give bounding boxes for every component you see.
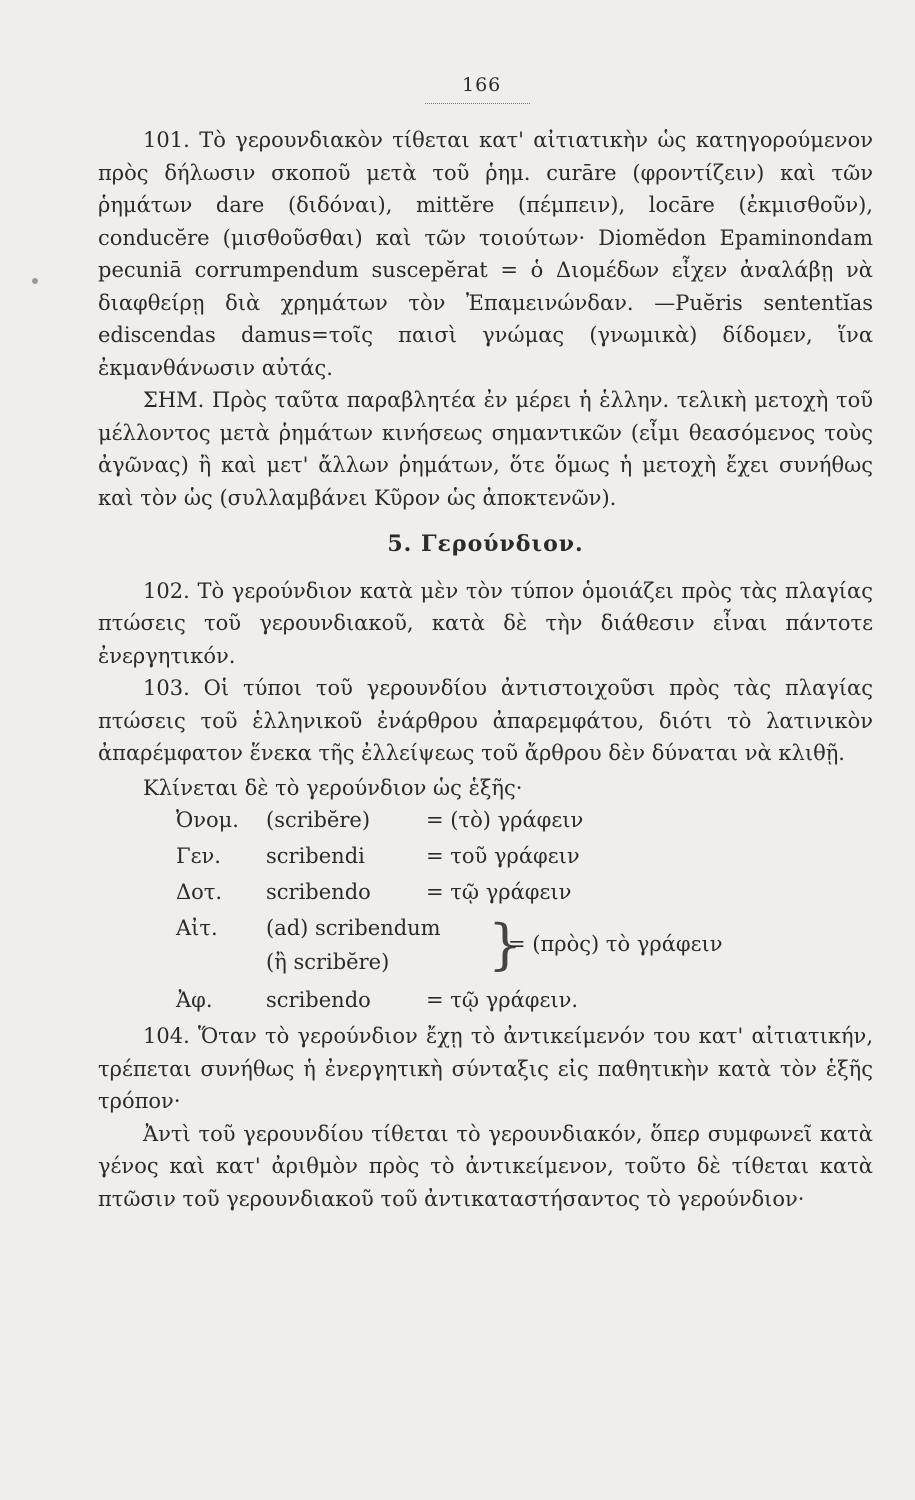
greek-form: = (πρὸς) τὸ γράφειν bbox=[508, 932, 723, 956]
latin-form: scribendi bbox=[266, 844, 365, 868]
curly-brace-icon: } bbox=[488, 913, 523, 976]
latin-form: (ad) scribendum bbox=[266, 916, 441, 940]
case-label: Ἀφ. bbox=[176, 988, 213, 1012]
greek-form: = τῷ γράφειν. bbox=[426, 988, 579, 1012]
conjugation-row-accusative bbox=[98, 912, 873, 984]
greek-form: = τῷ γράφειν bbox=[426, 880, 572, 904]
greek-form: = τοῦ γράφειν bbox=[426, 844, 580, 868]
page-number: 166 bbox=[462, 74, 502, 96]
greek-form: = (τὸ) γράφειν bbox=[426, 808, 584, 832]
conjugation-row bbox=[98, 876, 873, 912]
ink-spot bbox=[32, 278, 38, 284]
latin-form: scribendo bbox=[266, 988, 371, 1012]
page-body bbox=[98, 124, 873, 1215]
paragraph-102: 102. Τὸ γερούνδιον κατὰ μὲν τὸν τύπον ὁμοιάζει πρὸς τὰς πλαγίας πτώσεις τοῦ γερουνδιακοῦ, κατὰ δὲ τὴν διάθεσιν εἶναι πάντοτε ἐνεργητικόν. bbox=[98, 578, 873, 668]
conjugation-row bbox=[98, 840, 873, 876]
case-label: Αἰτ. bbox=[176, 916, 218, 940]
latin-form-alt: (ἢ scribĕre) bbox=[266, 950, 390, 974]
paragraph-104: 104. Ὅταν τὸ γερούνδιον ἔχῃ τὸ ἀντικείμενόν του κατ' αἰτιατικήν, τρέπεται συνήθως ἡ ἐνεργητικὴ σύνταξις εἰς παθητικὴν κατὰ τὸν ἑξῆς τρόπον· bbox=[98, 1024, 873, 1113]
paragraph-101: 101. Τὸ γερουνδιακὸν τίθεται κατ' αἰτιατικὴν ὡς κατηγορούμενον πρὸς δήλωσιν σκοποῦ μετὰ τοῦ ῥημ. curāre (φροντίζειν) καὶ τῶν ῥημάτων dare (διδόναι), mittĕre (πέμπειν), locāre (ἐκμισθοῦν), conducĕre (μισθοῦσθαι) καὶ τῶν τοιούτων· Diomĕdon Epaminondam pecuniā corrumpendum suscepĕrat = ὁ Διομέδων εἶχεν ἀναλάβῃ νὰ διαφθείρῃ διὰ χρημάτων τὸν Ἐπαμεινώνδαν. —Puĕris sententĭas ediscendas damus=τοῖς παισὶ γνώμας (γνωμικὰ) δίδομεν, ἵνα ἐκμανθάνωσιν αὐτάς. bbox=[98, 128, 873, 380]
paragraph-104-continued: Ἀντὶ τοῦ γερουνδίου τίθεται τὸ γερουνδιακόν, ὅπερ συμφωνεῖ κατὰ γένος καὶ κατ' ἀριθμὸν πρὸς τὸ ἀντικείμενον, τοῦτο δὲ τίθεται κατὰ πτῶσιν τοῦ γερουνδιακοῦ τοῦ ἀντικαταστήσαντος τὸ γερούνδιον· bbox=[98, 1121, 873, 1211]
note-paragraph: ΣΗΜ. Πρὸς ταῦτα παραβλητέα ἐν μέρει ἡ ἑλλην. τελικὴ μετοχὴ τοῦ μέλλοντος μετὰ ῥημάτων κινήσεως σημαντικῶν (εἶμι θεασόμενος τοὺς ἀγῶνας) ἢ καὶ μετ' ἄλλων ῥημάτων, ὅτε ὅμως ἡ μετοχὴ ἔχει συνήθως καὶ τὸν ὡς (συλλαμβάνει Κῦρον ὡς ἀποκτενῶν). bbox=[98, 388, 873, 510]
case-label: Γεν. bbox=[176, 844, 221, 868]
case-label: Ὀνομ. bbox=[176, 808, 239, 832]
paragraph-103: 103. Οἱ τύποι τοῦ γερουνδίου ἀντιστοιχοῦσι πρὸς τὰς πλαγίας πτώσεις τοῦ ἑλληνικοῦ ἐνάρθρου ἀπαρεμφάτου, διότι τὸ λατινικὸν ἀπαρέμφατον ἕνεκα τῆς ἐλλείψεως τοῦ ἄρθρου δὲν δύναται νὰ κλιθῇ. bbox=[98, 676, 873, 765]
latin-form: scribendo bbox=[266, 880, 371, 904]
case-label: Δοτ. bbox=[176, 880, 223, 904]
section-heading: 5. Γερούνδιον. bbox=[387, 531, 584, 557]
page-number-rule bbox=[425, 103, 530, 104]
conjugation-intro: Κλίνεται δὲ τὸ γερούνδιον ὡς ἑξῆς· bbox=[143, 775, 523, 800]
latin-form: (scribĕre) bbox=[266, 808, 371, 832]
conjugation-row bbox=[98, 804, 873, 840]
conjugation-row bbox=[98, 984, 873, 1020]
conjugation-table bbox=[98, 804, 873, 1020]
